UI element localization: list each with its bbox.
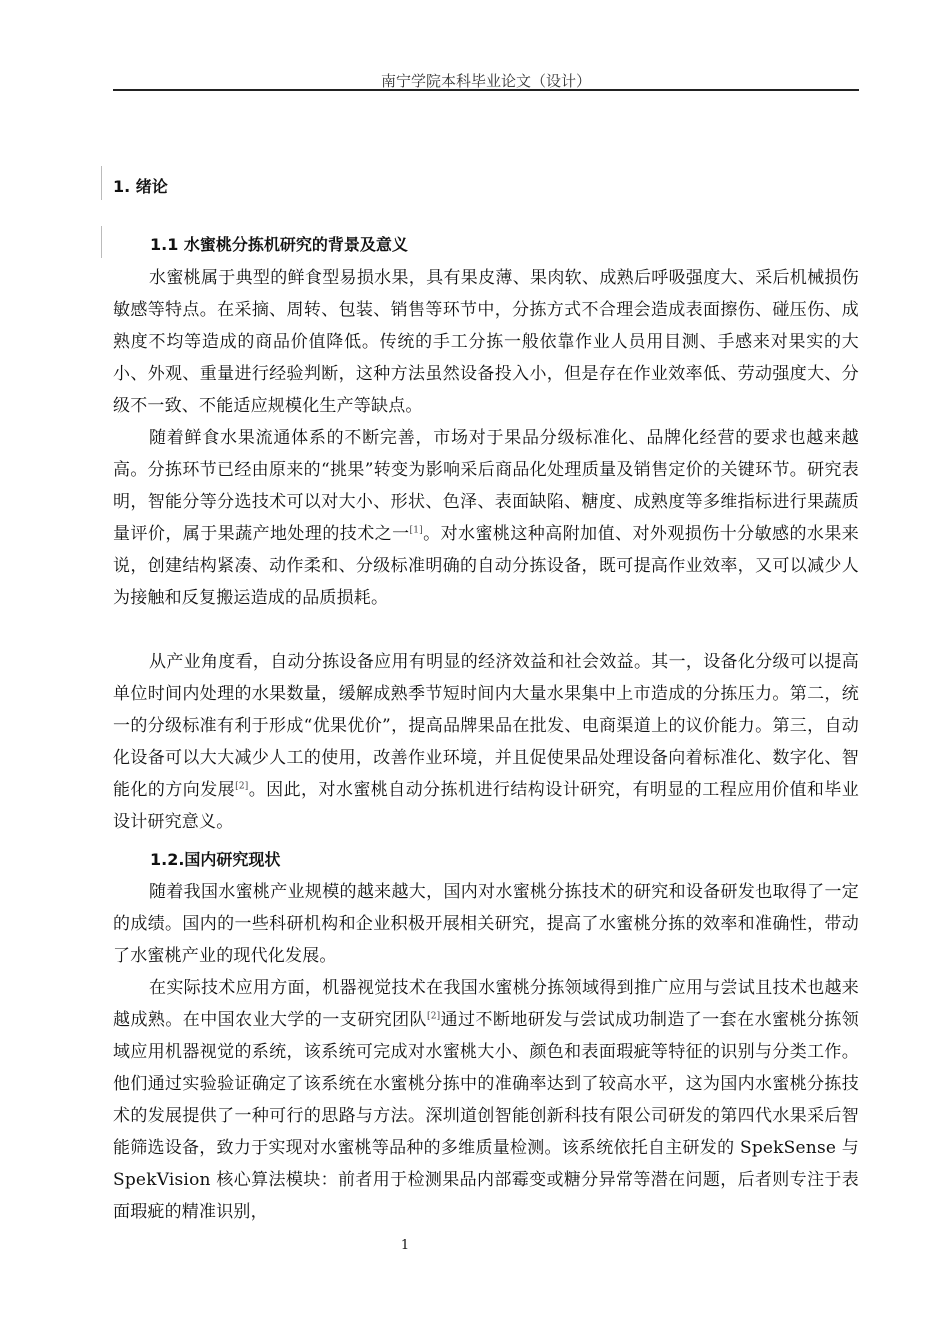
paragraph-2 [113,422,859,614]
subheading-margin-marker [101,226,102,258]
section-heading-1: 1. 绪论 [113,177,168,196]
citation-ref-1: [1] [409,525,423,536]
page-number: 1 [400,1238,410,1253]
paragraph-5-text-b: 通过不断地研发与尝试成功制造了一套在水蜜桃分拣领域应用机器视觉的系统，该系统可完成对水蜜桃大小、颜色和表面瑕疵等特征的识别与分类工作。他们通过实验验证确定了该系统在水蜜桃分拣中的准确率达到了较高水平，这为国内水蜜桃分拣技术的发展提供了一种可行的思路与方法。深圳道创智能创新科技有限公司研发的第四代水果采后智能筛选设备，致力于实现对水蜜桃等品种的多维质量检测。该系统依托自主研发的 SpekSense 与 SpekVision 核心算法模块：前者用于检测果品内部霉变或糖分异常等潜在问题，后者则专注于表面瑕疵的精准识别， [113,1010,859,1222]
citation-ref-3: [2] [426,1011,441,1022]
citation-ref-2: [2] [235,781,249,792]
section-heading-1-2: 1.2.国内研究现状 [150,850,281,869]
paragraph-5-text-a: 在实际技术应用方面，机器视觉技术在我国水蜜桃分拣领域得到推广应用与尝试且技术也越来越成熟。在中国农业大学的一支研究团队 [113,978,859,1030]
paragraph-3-text-a: 从产业角度看，自动分拣设备应用有明显的经济效益和社会效益。其一，设备化分级可以提高单位时间内处理的水果数量，缓解成熟季节短时间内大量水果集中上市造成的分拣压力。第二，统一的分级标准有利于形成“优果优价”，提高品牌果品在批发、电商渠道上的议价能力。第三，自动化设备可以大大减少人工的使用，改善作业环境，并且促使果品处理设备向着标准化、数字化、智能化的方向发展 [113,652,859,800]
paragraph-1: 水蜜桃属于典型的鲜食型易损水果，具有果皮薄、果肉软、成熟后呼吸强度大、采后机械损伤敏感等特点。在采摘、周转、包装、销售等环节中，分拣方式不合理会造成表面擦伤、碰压伤、成熟度不均等造成的商品价值降低。传统的手工分拣一般依靠作业人员用目测、手感来对果实的大小、外观、重量进行经验判断，这种方法虽然设备投入小，但是存在作业效率低、劳动强度大、分级不一致、不能适应规模化生产等缺点。 [113,268,859,416]
paragraph-3 [113,646,859,838]
paragraph-5 [113,972,859,1228]
paragraph-2-text-a: 随着鲜食水果流通体系的不断完善，市场对于果品分级标准化、品牌化经营的要求也越来越高。分拣环节已经由原来的“挑果”转变为影响采后商品化处理质量及销售定价的关键环节。研究表明，智能分等分选技术可以对大小、形状、色泽、表面缺陷、糖度、成熟度等多维指标进行果蔬质量评价，属于果蔬产地处理的技术之一 [113,428,859,544]
paragraph-2-text-b: 。对水蜜桃这种高附加值、对外观损伤十分敏感的水果来说，创建结构紧凑、动作柔和、分级标准明确的自动分拣设备，既可提高作业效率，又可以减少人为接触和反复搬运造成的品质损耗。 [113,524,859,608]
paragraph-4: 随着我国水蜜桃产业规模的越来越大，国内对水蜜桃分拣技术的研究和设备研发也取得了一定的成绩。国内的一些科研机构和企业积极开展相关研究，提高了水蜜桃分拣的效率和准确性，带动了水蜜桃产业的现代化发展。 [113,882,859,966]
paragraph-3-text-b: 。因此，对水蜜桃自动分拣机进行结构设计研究，有明显的工程应用价值和毕业设计研究意义。 [113,780,859,832]
heading-margin-marker [101,166,102,200]
section-heading-1-1: 1.1 水蜜桃分拣机研究的背景及意义 [150,235,408,254]
header-rule [113,89,859,91]
page-header: 南宁学院本科毕业论文（设计） [380,72,591,90]
